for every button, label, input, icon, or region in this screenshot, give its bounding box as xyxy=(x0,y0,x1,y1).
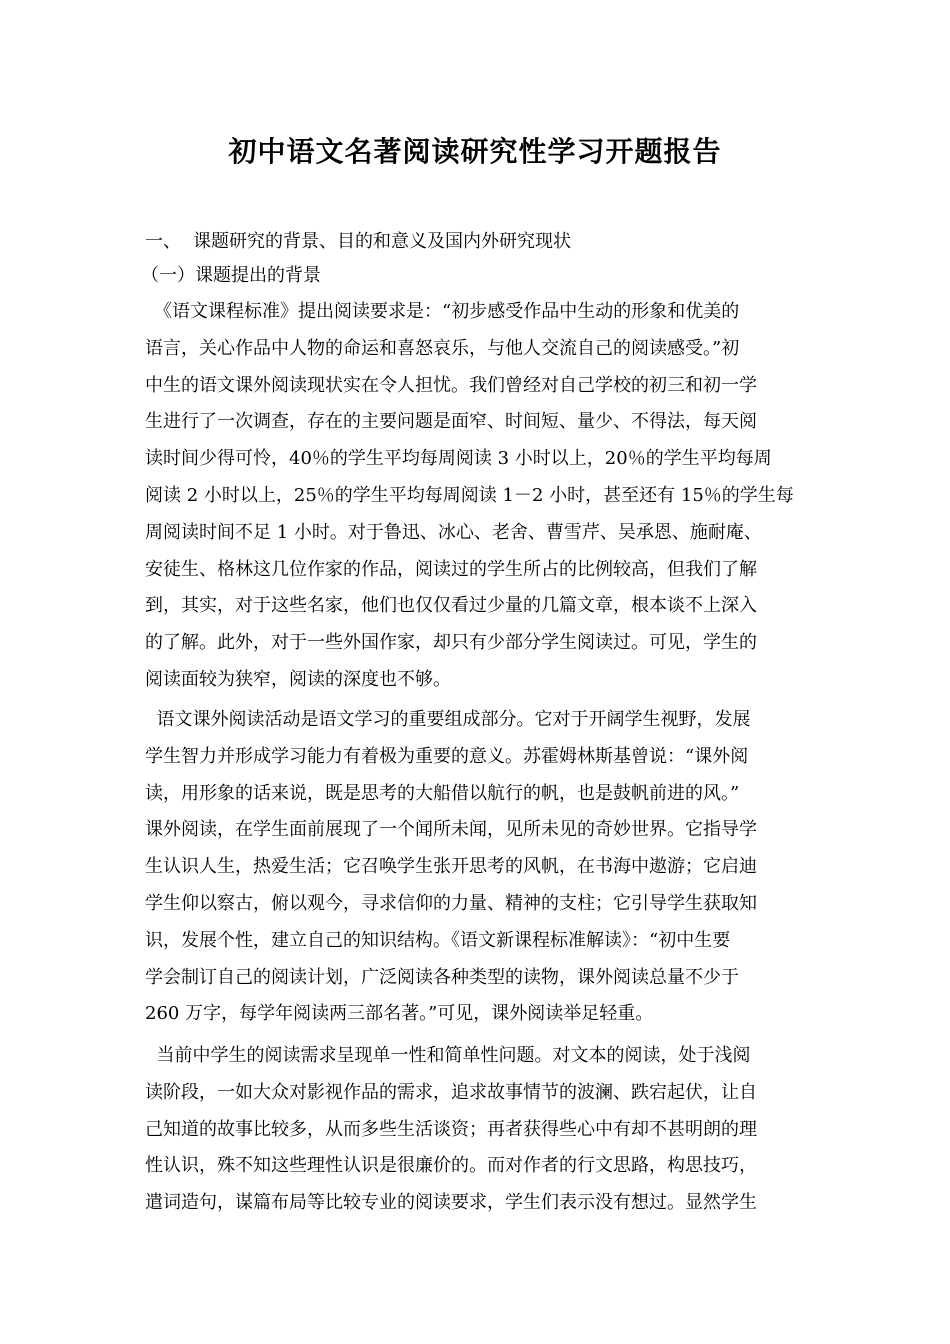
paragraph-line: 性认识，殊不知这些理性认识是很廉价的。而对作者的行文思路，构思技巧， xyxy=(145,1155,757,1177)
section-heading-text: 课题研究的背景、目的和意义及国内外研究现状 xyxy=(193,231,571,252)
paragraph-line: 读阶段，一如大众对影视作品的需求，追求故事情节的波澜、跌宕起伏，让自 xyxy=(145,1081,757,1103)
paragraph-line: 260 万字，每学年阅读两三部名著。”可见，课外阅读举足轻重。 xyxy=(145,1003,654,1025)
paragraph-line: 语言，关心作品中人物的命运和喜怒哀乐，与他人交流自己的阅读感受。”初 xyxy=(145,337,740,359)
paragraph-line: 阅读面较为狭窄，阅读的深度也不够。 xyxy=(145,668,451,690)
paragraph-line: 《语文课程标准》提出阅读要求是：“初步感受作品中生动的形象和优美的 xyxy=(145,301,740,322)
paragraph-line: 学生智力并形成学习能力有着极为重要的意义。苏霍姆林斯基曾说：“课外阅 xyxy=(145,745,749,767)
paragraph-line: 生进行了一次调查，存在的主要问题是面窄、时间短、量少、不得法，每天阅 xyxy=(145,411,757,433)
paragraph-line: 学会制订自己的阅读计划，广泛阅读各种类型的读物，课外阅读总量不少于 xyxy=(145,966,739,988)
paragraph-line: 语文课外阅读活动是语文学习的重要组成部分。它对于开阔学生视野，发展 xyxy=(145,709,751,730)
paragraph xyxy=(145,702,815,1033)
paragraph-line: 读时间少得可怜，40％的学生平均每周阅读 3 小时以上，20％的学生平均每周 xyxy=(145,448,772,470)
paragraph-line: 当前中学生的阅读需求呈现单一性和简单性问题。对文本的阅读，处于浅阅 xyxy=(145,1045,751,1066)
paragraph-line: 己知道的故事比较多，从而多些生活谈资；再者获得些心中有却不甚明朗的理 xyxy=(145,1118,757,1140)
paragraph-line: 学生仰以察古，俯以观今，寻求信仰的力量、精神的支柱；它引导学生获取知 xyxy=(145,892,757,914)
paragraph-line: 安徒生、格林这几位作家的作品，阅读过的学生所占的比例较高，但我们了解 xyxy=(145,558,757,580)
section-heading xyxy=(145,228,825,256)
section-number: 一、 xyxy=(145,231,181,252)
paragraph-line: 识，发展个性，建立自己的知识结构。《语文新课程标准解读》：“初中生要 xyxy=(145,929,731,951)
paragraph xyxy=(145,294,815,699)
paragraph-line: 遣词造句，谋篇布局等比较专业的阅读要求，学生们表示没有想过。显然学生 xyxy=(145,1192,757,1214)
paragraph-line: 周阅读时间不足 1 小时。对于鲁迅、冰心、老舍、曹雪芹、吴承恩、施耐庵、 xyxy=(145,521,762,543)
paragraph-line: 中生的语文课外阅读现状实在令人担忧。我们曾经对自己学校的初三和初一学 xyxy=(145,374,757,396)
paragraph-line: 读，用形象的话来说，既是思考的大船借以航行的帆，也是鼓帆前进的风。” xyxy=(145,782,740,804)
paragraph-line: 阅读 2 小时以上，25％的学生平均每周阅读 1－2 小时，甚至还有 15％的学生每 xyxy=(145,484,794,506)
subsection-heading: （一）课题提出的背景 xyxy=(141,265,321,286)
paragraph xyxy=(145,1038,815,1222)
paragraph-line: 课外阅读，在学生面前展现了一个闻所未闻，见所未见的奇妙世界。它指导学 xyxy=(145,819,757,841)
document-title: 初中语文名著阅读研究性学习开题报告 xyxy=(228,135,722,168)
paragraph-line: 到，其实，对于这些名家，他们也仅仅看过少量的几篇文章，根本谈不上深入 xyxy=(145,595,757,617)
paragraph-line: 的了解。此外，对于一些外国作家，却只有少部分学生阅读过。可见，学生的 xyxy=(145,632,757,654)
paragraph-line: 生认识人生，热爱生活；它召唤学生张开思考的风帆，在书海中遨游；它启迪 xyxy=(145,856,757,878)
